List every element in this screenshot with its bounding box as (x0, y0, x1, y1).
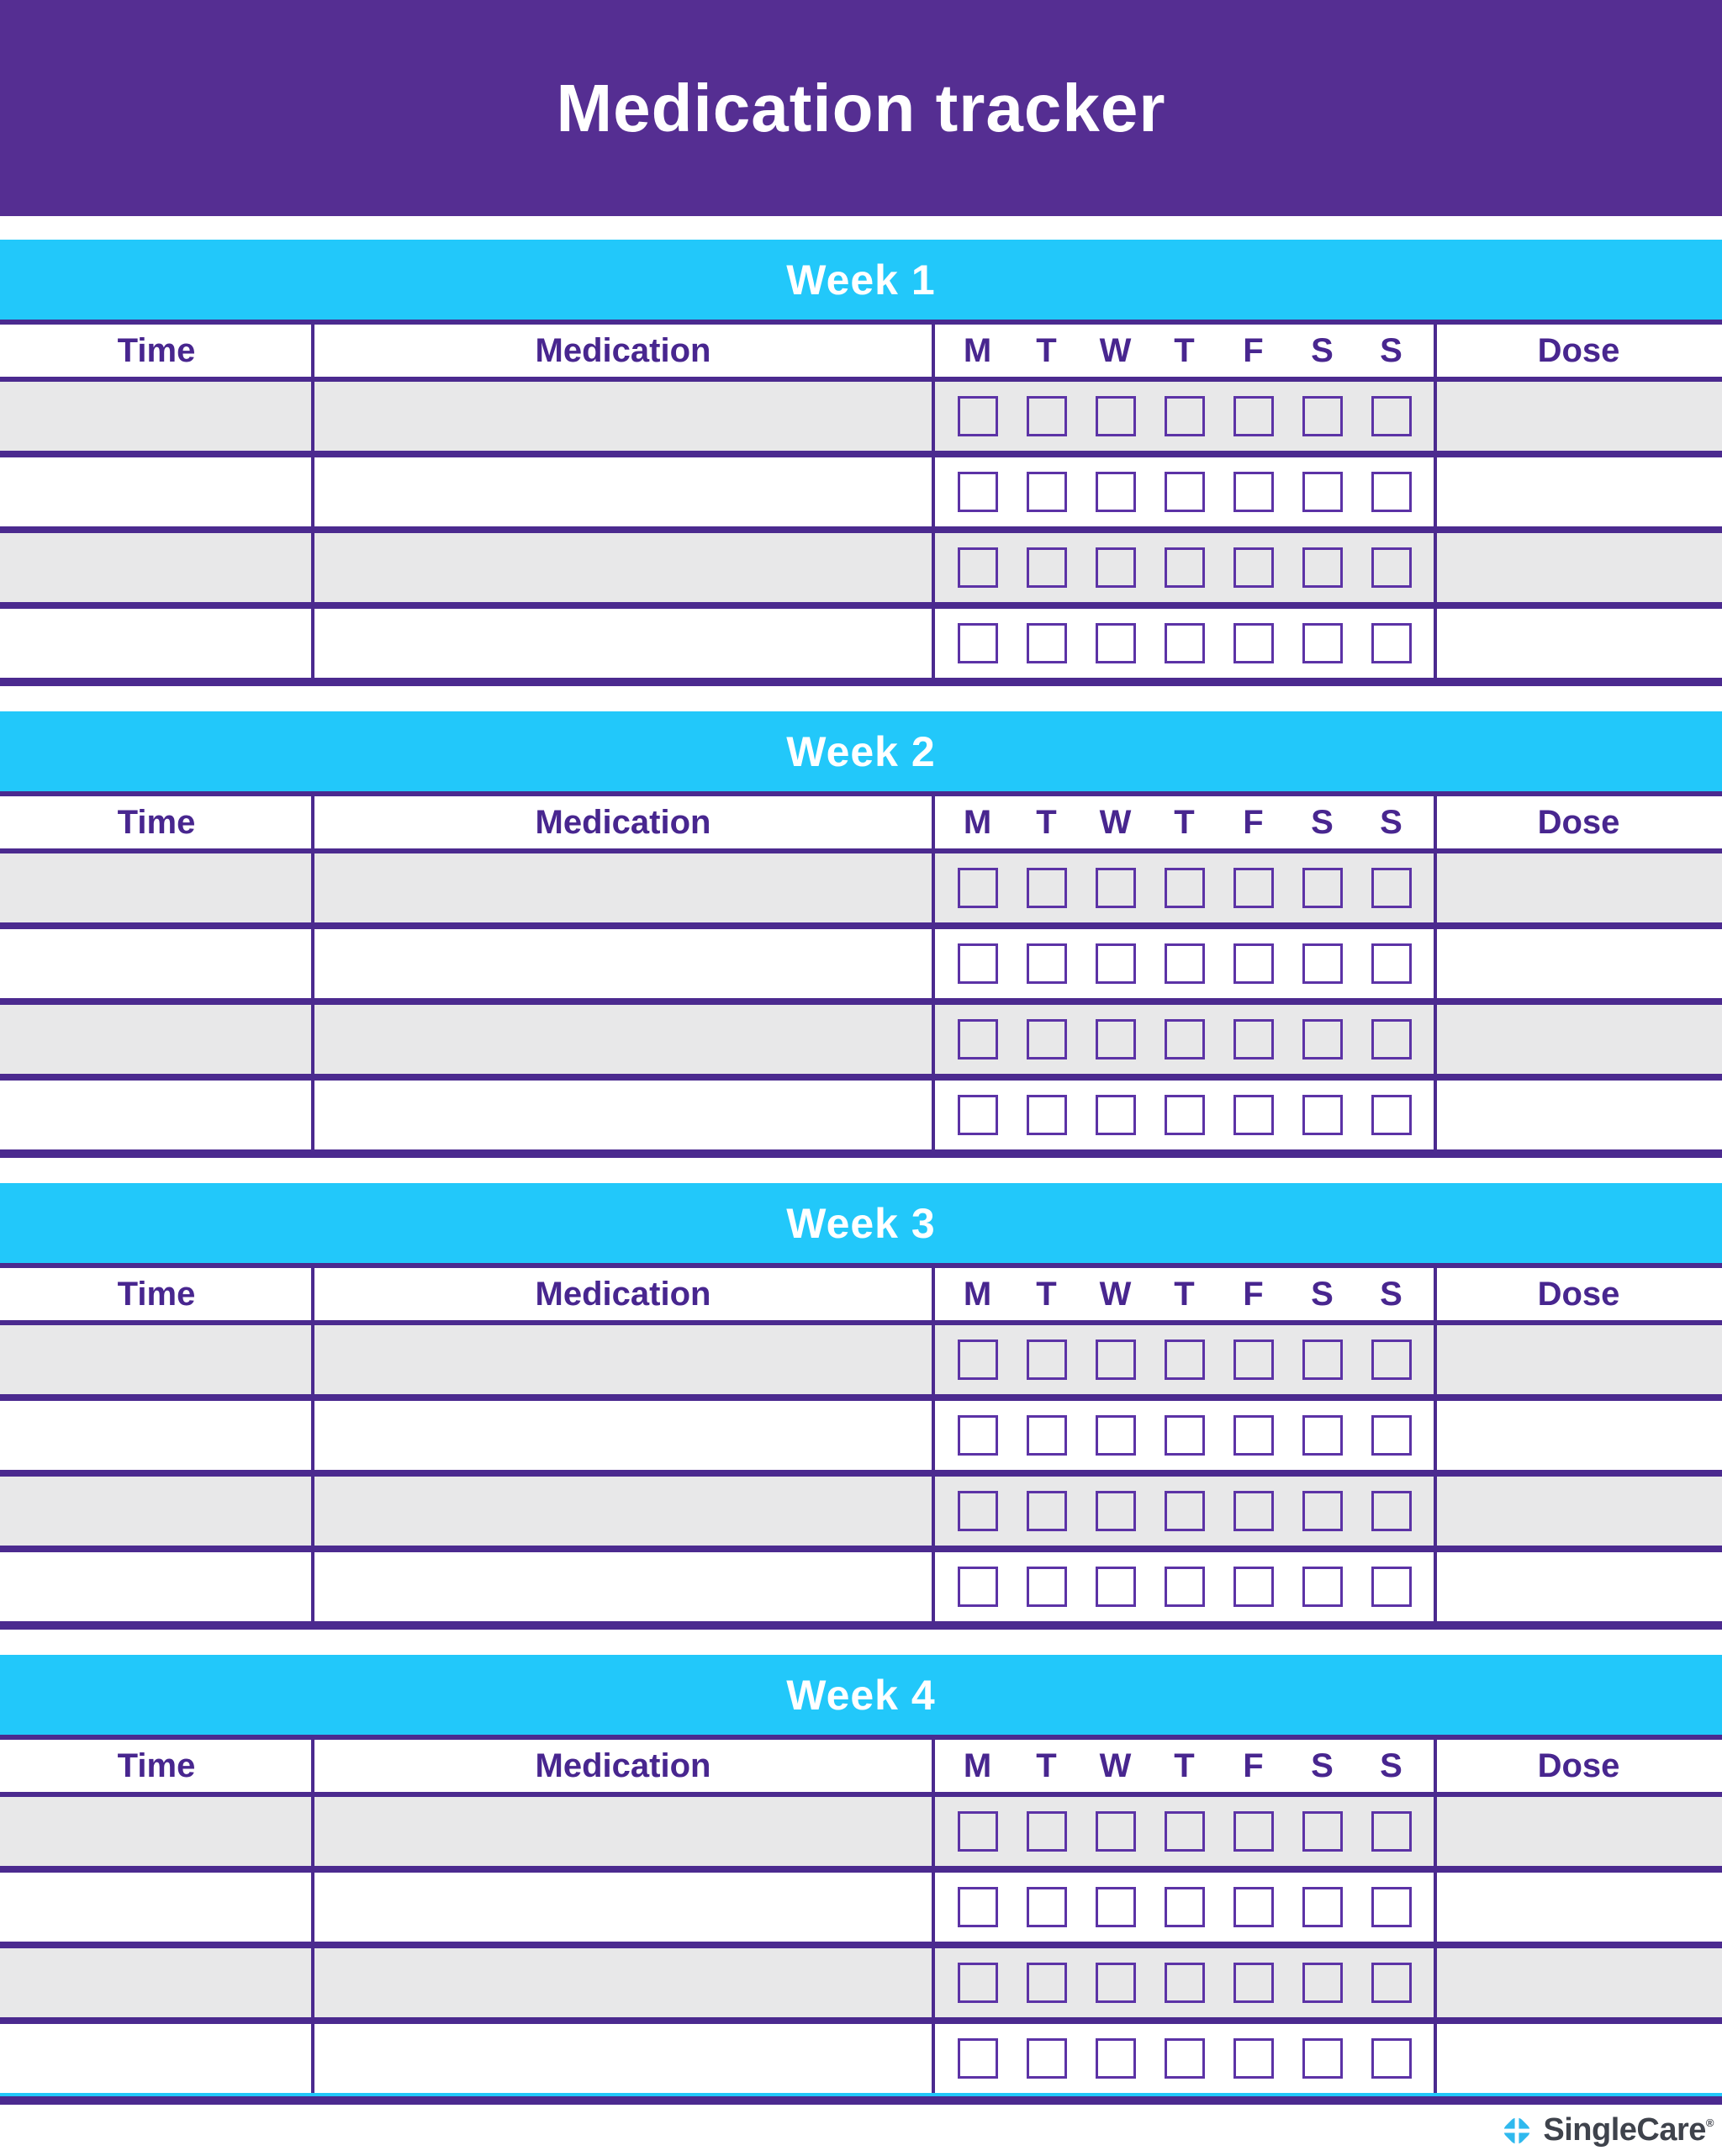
table-row (0, 853, 1722, 922)
time-cell[interactable] (0, 1797, 313, 1866)
week-banner-label: Week 3 (786, 1199, 936, 1247)
week-banner (0, 240, 1722, 320)
week-section-3 (0, 1183, 1722, 1630)
day-checkbox-group (933, 1948, 1435, 2017)
dose-cell[interactable] (1435, 1081, 1722, 1149)
day-letter-2: T (1036, 331, 1057, 369)
day-checkbox-M-1[interactable] (958, 1491, 998, 1531)
day-checkbox-W-3[interactable] (1096, 472, 1136, 512)
table-row (0, 1873, 1722, 1942)
table-bottom-border (0, 678, 1722, 686)
medication-cell[interactable] (313, 457, 933, 526)
day-checkbox-F-5[interactable] (1233, 1811, 1274, 1852)
table-header-row (0, 325, 1722, 377)
day-checkbox-S-7[interactable] (1371, 472, 1412, 512)
medication-cell[interactable] (313, 382, 933, 451)
day-checkbox-group (933, 929, 1435, 998)
day-checkbox-M-1[interactable] (958, 1095, 998, 1135)
day-checkbox-S-7[interactable] (1371, 1415, 1412, 1456)
week-table (0, 1740, 1722, 2105)
dose-cell[interactable] (1435, 853, 1722, 922)
day-checkbox-T-4[interactable] (1165, 472, 1205, 512)
day-checkbox-F-5[interactable] (1233, 1963, 1274, 2003)
day-letter-7: S (1380, 331, 1402, 369)
day-letter-4: T (1174, 803, 1195, 841)
day-checkbox-S-7[interactable] (1371, 1567, 1412, 1607)
day-letter-3: W (1099, 1275, 1132, 1313)
day-checkbox-T-2[interactable] (1027, 1887, 1067, 1927)
day-checkbox-S-7[interactable] (1371, 1019, 1412, 1060)
day-checkbox-T-4[interactable] (1165, 2038, 1205, 2079)
day-letter-7: S (1380, 1275, 1402, 1313)
medication-cell[interactable] (313, 533, 933, 602)
day-checkbox-group (933, 1797, 1435, 1866)
time-cell[interactable] (0, 1325, 313, 1394)
column-header-medication: Medication (535, 1746, 711, 1784)
row-separator (0, 922, 1722, 929)
row-separator (0, 451, 1722, 457)
dose-cell[interactable] (1435, 1401, 1722, 1470)
day-checkbox-W-3[interactable] (1096, 2038, 1136, 2079)
day-checkbox-group (933, 457, 1435, 526)
day-checkbox-F-5[interactable] (1233, 1567, 1274, 1607)
column-header-days (933, 1268, 1435, 1320)
table-row (0, 1401, 1722, 1470)
day-checkbox-T-2[interactable] (1027, 1491, 1067, 1531)
day-checkbox-M-1[interactable] (958, 1415, 998, 1456)
day-checkbox-F-5[interactable] (1233, 396, 1274, 436)
day-checkbox-F-5[interactable] (1233, 1095, 1274, 1135)
day-checkbox-W-3[interactable] (1096, 1567, 1136, 1607)
day-letter-6: S (1311, 803, 1334, 841)
medication-cell[interactable] (313, 929, 933, 998)
day-letter-3: W (1099, 1746, 1132, 1784)
day-checkbox-S-6[interactable] (1302, 1491, 1343, 1531)
week-table (0, 325, 1722, 686)
singlecare-logo-icon (1499, 2113, 1534, 2148)
day-checkbox-T-2[interactable] (1027, 1963, 1067, 2003)
day-checkbox-W-3[interactable] (1096, 1095, 1136, 1135)
day-checkbox-W-3[interactable] (1096, 868, 1136, 908)
dose-cell[interactable] (1435, 533, 1722, 602)
row-separator (0, 1470, 1722, 1477)
day-checkbox-T-2[interactable] (1027, 1415, 1067, 1456)
time-cell[interactable] (0, 2024, 313, 2093)
table-header-row (0, 1740, 1722, 1792)
day-checkbox-S-6[interactable] (1302, 1415, 1343, 1456)
day-letter-2: T (1036, 803, 1057, 841)
day-checkbox-M-1[interactable] (958, 623, 998, 663)
day-letter-4: T (1174, 1746, 1195, 1784)
day-checkbox-F-5[interactable] (1233, 868, 1274, 908)
day-letter-3: W (1099, 803, 1132, 841)
day-checkbox-W-3[interactable] (1096, 547, 1136, 588)
week-section-2 (0, 711, 1722, 1158)
header-separator (0, 1320, 1722, 1325)
day-checkbox-T-2[interactable] (1027, 472, 1067, 512)
day-checkbox-T-2[interactable] (1027, 1811, 1067, 1852)
day-checkbox-T-4[interactable] (1165, 396, 1205, 436)
day-letter-1: M (963, 803, 992, 841)
time-cell[interactable] (0, 1477, 313, 1546)
day-letter-7: S (1380, 1746, 1402, 1784)
day-letter-6: S (1311, 1275, 1334, 1313)
day-checkbox-group (933, 1873, 1435, 1942)
day-checkbox-T-4[interactable] (1165, 1887, 1205, 1927)
week-section-4 (0, 1655, 1722, 2105)
day-checkbox-group (933, 1005, 1435, 1074)
row-separator (0, 1866, 1722, 1873)
day-checkbox-F-5[interactable] (1233, 1019, 1274, 1060)
dose-cell[interactable] (1435, 382, 1722, 451)
day-checkbox-S-7[interactable] (1371, 1887, 1412, 1927)
row-separator (0, 1942, 1722, 1948)
day-checkbox-S-7[interactable] (1371, 547, 1412, 588)
brand-word: SingleCare (1543, 2112, 1706, 2148)
day-checkbox-group (933, 382, 1435, 451)
day-checkbox-S-6[interactable] (1302, 623, 1343, 663)
day-checkbox-T-4[interactable] (1165, 623, 1205, 663)
table-row (0, 1797, 1722, 1866)
day-checkbox-S-6[interactable] (1302, 1019, 1343, 1060)
table-header-row (0, 796, 1722, 848)
medication-cell[interactable] (313, 853, 933, 922)
table-header-row (0, 1268, 1722, 1320)
week-banner (0, 711, 1722, 791)
header-separator (0, 377, 1722, 382)
day-checkbox-W-3[interactable] (1096, 1963, 1136, 2003)
day-checkbox-S-7[interactable] (1371, 868, 1412, 908)
column-header-medication: Medication (535, 1275, 711, 1313)
day-checkbox-T-4[interactable] (1165, 1095, 1205, 1135)
time-cell[interactable] (0, 929, 313, 998)
day-checkbox-W-3[interactable] (1096, 1340, 1136, 1380)
column-header-days (933, 325, 1435, 377)
day-checkbox-T-2[interactable] (1027, 1095, 1067, 1135)
day-checkbox-S-6[interactable] (1302, 547, 1343, 588)
day-checkbox-group (933, 1401, 1435, 1470)
time-cell[interactable] (0, 533, 313, 602)
week-section-1 (0, 240, 1722, 686)
day-letter-5: F (1243, 1275, 1264, 1313)
day-letter-6: S (1311, 1746, 1334, 1784)
medication-cell[interactable] (313, 609, 933, 678)
day-checkbox-W-3[interactable] (1096, 623, 1136, 663)
column-header-dose: Dose (1537, 331, 1620, 369)
day-checkbox-M-1[interactable] (958, 868, 998, 908)
column-header-time: Time (117, 1275, 196, 1313)
day-checkbox-T-4[interactable] (1165, 1415, 1205, 1456)
time-cell[interactable] (0, 1081, 313, 1149)
day-checkbox-T-2[interactable] (1027, 1567, 1067, 1607)
week-table (0, 796, 1722, 1158)
day-checkbox-W-3[interactable] (1096, 943, 1136, 984)
time-cell[interactable] (0, 853, 313, 922)
day-checkbox-T-4[interactable] (1165, 1019, 1205, 1060)
column-header-dose: Dose (1537, 803, 1620, 841)
dose-cell[interactable] (1435, 1552, 1722, 1621)
day-checkbox-S-7[interactable] (1371, 943, 1412, 984)
table-bottom-border (0, 1149, 1722, 1158)
day-letter-6: S (1311, 331, 1334, 369)
day-letter-5: F (1243, 331, 1264, 369)
day-checkbox-T-2[interactable] (1027, 868, 1067, 908)
column-header-time: Time (117, 1746, 196, 1784)
day-checkbox-M-1[interactable] (958, 1567, 998, 1607)
day-letter-1: M (963, 331, 992, 369)
day-checkbox-group (933, 533, 1435, 602)
day-checkbox-S-7[interactable] (1371, 1963, 1412, 2003)
time-cell[interactable] (0, 382, 313, 451)
day-checkbox-group (933, 1081, 1435, 1149)
row-separator (0, 998, 1722, 1005)
day-checkbox-S-7[interactable] (1371, 1340, 1412, 1380)
day-checkbox-T-2[interactable] (1027, 1340, 1067, 1380)
dose-cell[interactable] (1435, 1477, 1722, 1546)
week-banner-label: Week 2 (786, 727, 936, 775)
day-checkbox-T-4[interactable] (1165, 547, 1205, 588)
day-checkbox-T-2[interactable] (1027, 396, 1067, 436)
day-checkbox-S-6[interactable] (1302, 1887, 1343, 1927)
day-checkbox-M-1[interactable] (958, 1811, 998, 1852)
day-checkbox-S-6[interactable] (1302, 396, 1343, 436)
day-checkbox-S-7[interactable] (1371, 1811, 1412, 1852)
table-row (0, 929, 1722, 998)
day-letter-4: T (1174, 1275, 1195, 1313)
day-checkbox-M-1[interactable] (958, 943, 998, 984)
day-checkbox-M-1[interactable] (958, 1019, 998, 1060)
table-row (0, 1081, 1722, 1149)
day-checkbox-M-1[interactable] (958, 2038, 998, 2079)
day-letter-1: M (963, 1275, 992, 1313)
page-title: Medication tracker (556, 70, 1166, 145)
day-checkbox-S-6[interactable] (1302, 1340, 1343, 1380)
column-header-medication: Medication (535, 331, 711, 369)
day-checkbox-group (933, 609, 1435, 678)
medication-cell[interactable] (313, 2024, 933, 2093)
day-checkbox-S-6[interactable] (1302, 868, 1343, 908)
table-row (0, 382, 1722, 451)
day-checkbox-T-4[interactable] (1165, 868, 1205, 908)
day-checkbox-S-7[interactable] (1371, 1095, 1412, 1135)
day-letter-4: T (1174, 331, 1195, 369)
column-header-days (933, 796, 1435, 848)
day-checkbox-F-5[interactable] (1233, 472, 1274, 512)
day-checkbox-T-2[interactable] (1027, 943, 1067, 984)
day-checkbox-T-2[interactable] (1027, 547, 1067, 588)
medication-cell[interactable] (313, 1477, 933, 1546)
row-separator (0, 1394, 1722, 1401)
table-row (0, 1948, 1722, 2017)
medication-cell[interactable] (313, 1005, 933, 1074)
row-separator (0, 526, 1722, 533)
dose-cell[interactable] (1435, 929, 1722, 998)
day-checkbox-W-3[interactable] (1096, 1491, 1136, 1531)
day-checkbox-F-5[interactable] (1233, 1887, 1274, 1927)
day-checkbox-M-1[interactable] (958, 396, 998, 436)
week-banner (0, 1183, 1722, 1263)
day-checkbox-group (933, 1477, 1435, 1546)
time-cell[interactable] (0, 457, 313, 526)
day-letter-2: T (1036, 1746, 1057, 1784)
row-separator (0, 1546, 1722, 1552)
column-header-dose: Dose (1537, 1275, 1620, 1313)
page-header (0, 0, 1722, 216)
singlecare-logo-text (1543, 2112, 1714, 2148)
day-letter-5: F (1243, 1746, 1264, 1784)
table-row (0, 1477, 1722, 1546)
time-cell[interactable] (0, 1552, 313, 1621)
day-checkbox-T-4[interactable] (1165, 1963, 1205, 2003)
day-checkbox-S-6[interactable] (1302, 943, 1343, 984)
day-checkbox-W-3[interactable] (1096, 1415, 1136, 1456)
medication-cell[interactable] (313, 1948, 933, 2017)
day-checkbox-T-2[interactable] (1027, 2038, 1067, 2079)
day-checkbox-S-7[interactable] (1371, 2038, 1412, 2079)
dose-cell[interactable] (1435, 457, 1722, 526)
column-header-time: Time (117, 803, 196, 841)
day-checkbox-F-5[interactable] (1233, 1415, 1274, 1456)
column-header-days (933, 1740, 1435, 1792)
medication-cell[interactable] (313, 1552, 933, 1621)
day-checkbox-M-1[interactable] (958, 472, 998, 512)
day-checkbox-M-1[interactable] (958, 547, 998, 588)
registered-mark: ® (1705, 2116, 1714, 2129)
day-checkbox-T-4[interactable] (1165, 943, 1205, 984)
day-checkbox-F-5[interactable] (1233, 547, 1274, 588)
header-gap (0, 216, 1722, 240)
day-letter-7: S (1380, 803, 1402, 841)
dose-cell[interactable] (1435, 1797, 1722, 1866)
header-separator (0, 1792, 1722, 1797)
day-checkbox-F-5[interactable] (1233, 2038, 1274, 2079)
time-cell[interactable] (0, 1401, 313, 1470)
day-checkbox-T-4[interactable] (1165, 1567, 1205, 1607)
day-checkbox-group (933, 1552, 1435, 1621)
day-checkbox-F-5[interactable] (1233, 623, 1274, 663)
week-banner (0, 1655, 1722, 1735)
day-checkbox-S-6[interactable] (1302, 1567, 1343, 1607)
table-row (0, 457, 1722, 526)
day-checkbox-group (933, 1325, 1435, 1394)
day-checkbox-S-6[interactable] (1302, 1963, 1343, 2003)
day-checkbox-M-1[interactable] (958, 1963, 998, 2003)
day-checkbox-T-4[interactable] (1165, 1340, 1205, 1380)
table-row (0, 2024, 1722, 2093)
column-header-time: Time (117, 331, 196, 369)
day-checkbox-M-1[interactable] (958, 1340, 998, 1380)
row-separator (0, 1074, 1722, 1081)
day-checkbox-M-1[interactable] (958, 1887, 998, 1927)
day-checkbox-T-4[interactable] (1165, 1491, 1205, 1531)
day-checkbox-W-3[interactable] (1096, 1019, 1136, 1060)
header-separator (0, 848, 1722, 853)
table-row (0, 1325, 1722, 1394)
dose-cell[interactable] (1435, 1873, 1722, 1942)
week-table (0, 1268, 1722, 1630)
day-checkbox-S-6[interactable] (1302, 1095, 1343, 1135)
page-footer (0, 2105, 1722, 2156)
day-checkbox-F-5[interactable] (1233, 1491, 1274, 1531)
column-header-dose: Dose (1537, 1746, 1620, 1784)
dose-cell[interactable] (1435, 1005, 1722, 1074)
day-checkbox-W-3[interactable] (1096, 1887, 1136, 1927)
day-letter-1: M (963, 1746, 992, 1784)
day-checkbox-T-2[interactable] (1027, 1019, 1067, 1060)
medication-cell[interactable] (313, 1325, 933, 1394)
time-cell[interactable] (0, 1873, 313, 1942)
day-checkbox-S-6[interactable] (1302, 1811, 1343, 1852)
table-row (0, 1005, 1722, 1074)
day-letter-2: T (1036, 1275, 1057, 1313)
time-cell[interactable] (0, 1005, 313, 1074)
row-separator (0, 2017, 1722, 2024)
day-checkbox-T-4[interactable] (1165, 1811, 1205, 1852)
medication-cell[interactable] (313, 1401, 933, 1470)
table-row (0, 1552, 1722, 1621)
day-checkbox-S-7[interactable] (1371, 396, 1412, 436)
column-header-medication: Medication (535, 803, 711, 841)
day-checkbox-W-3[interactable] (1096, 396, 1136, 436)
week-banner-label: Week 1 (786, 256, 936, 304)
week-banner-label: Week 4 (786, 1671, 936, 1719)
table-row (0, 609, 1722, 678)
day-checkbox-T-2[interactable] (1027, 623, 1067, 663)
day-checkbox-F-5[interactable] (1233, 943, 1274, 984)
table-bottom-border (0, 2096, 1722, 2105)
day-checkbox-S-7[interactable] (1371, 1491, 1412, 1531)
dose-cell[interactable] (1435, 2024, 1722, 2093)
day-checkbox-S-6[interactable] (1302, 2038, 1343, 2079)
day-checkbox-W-3[interactable] (1096, 1811, 1136, 1852)
table-bottom-border (0, 1621, 1722, 1630)
dose-cell[interactable] (1435, 1948, 1722, 2017)
medication-cell[interactable] (313, 1797, 933, 1866)
time-cell[interactable] (0, 609, 313, 678)
time-cell[interactable] (0, 1948, 313, 2017)
medication-cell[interactable] (313, 1873, 933, 1942)
medication-cell[interactable] (313, 1081, 933, 1149)
dose-cell[interactable] (1435, 609, 1722, 678)
day-checkbox-group (933, 853, 1435, 922)
dose-cell[interactable] (1435, 1325, 1722, 1394)
day-checkbox-group (933, 2024, 1435, 2093)
weeks-container (0, 240, 1722, 2105)
day-checkbox-F-5[interactable] (1233, 1340, 1274, 1380)
row-separator (0, 602, 1722, 609)
day-checkbox-S-6[interactable] (1302, 472, 1343, 512)
day-letter-5: F (1243, 803, 1264, 841)
table-row (0, 533, 1722, 602)
day-letter-3: W (1099, 331, 1132, 369)
day-checkbox-S-7[interactable] (1371, 623, 1412, 663)
